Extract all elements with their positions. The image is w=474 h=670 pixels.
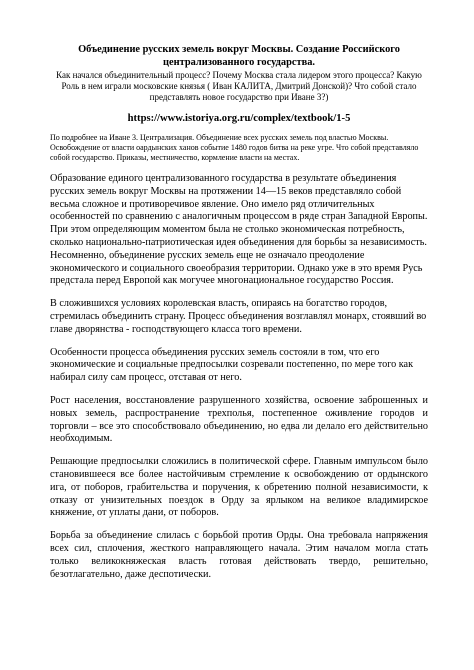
paragraph-4: Рост населения, восстановление разрушенного хозяйства, освоение заброшенных и новых земель, распространение трехполья, постепенное оживление городов и торговли – все это способствовало объединению, но едва ли делало его действительно необходимым. — [50, 394, 428, 445]
paragraph-2: В сложившихся условиях королевская власть, опираясь на богатство городов, стремилась объединить страну. Процесс объединения возглавлял монарх, стоявший во главе дворянства - господствующего класса того времени. — [50, 298, 427, 335]
source-url: https://www.istoriya.org.ru/complex/textbook/1-5 — [127, 113, 351, 124]
intro-note: По подробнее на Иване 3. Централизация. Объединение всех русских земель под властью Москвы. Освобождение от власти оардынских ханов событие 1480 годов битва на реке угре. Что собой представляло собой государство. Приказы, местничество, кормление власти на местах. — [50, 133, 419, 162]
paragraph-1: Образование единого централизованного государства в результате объединения русских земель вокруг Москвы на протяжении 14—15 веков представляло собой весьма сложное и противоречивое явление. Оно имело ряд отличительных особенностей по сравнению с аналогичным процессом в ряде стран Западной Европы. При этом определяющим моментом была не столько экономическая потребность, сколько национально-патриотическая идея объединения для борьбы за независимость. Несомненно, объединение русских земель еще не означало преодоление экономического и социального своеобразия территории. Однако уже в это время Русь предстала перед Европой как могучее многонациональное государство Россия. — [50, 173, 428, 287]
document-title: Объединение русских земель вокруг Москвы. Создание Российского централизованного государства. — [78, 44, 400, 68]
paragraph-3: Особенности процесса объединения русских земель состояли в том, что его экономические и социальные предпосылки созревали постепенно, по мере того как набирал силу сам процесс, отставая от него. — [50, 346, 414, 384]
paragraph-5: Решающие предпосылки сложились в политической сфере. Главным импульсом было становившееся все более настойчивым стремление к освобождению от ордынского ига, от поборов, грабительства и поручения, к обретению полной независимости, к отказу от унизительных поездок в Орду за ярлыком на великое владимирское княжение, от уплаты дани, от поборов. — [50, 456, 428, 519]
guiding-questions: Как начался объединительный процесс? Почему Москва стала лидером этого процесса? Какую Роль в нем играли московские князья ( Иван КАЛИТА, Дмитрий Донской)? Что собой стало представлять новое государство при Иване 3?) — [56, 70, 422, 102]
paragraph-6: Борьба за объединение слилась с борьбой против Орды. Она требовала напряжения всех сил, сплочения, жесткого направляющего начала. Этим началом могла стать только великокняжеская власть готовая действовать твердо, решительно, безотлагательно, даже деспотически. — [50, 530, 428, 580]
